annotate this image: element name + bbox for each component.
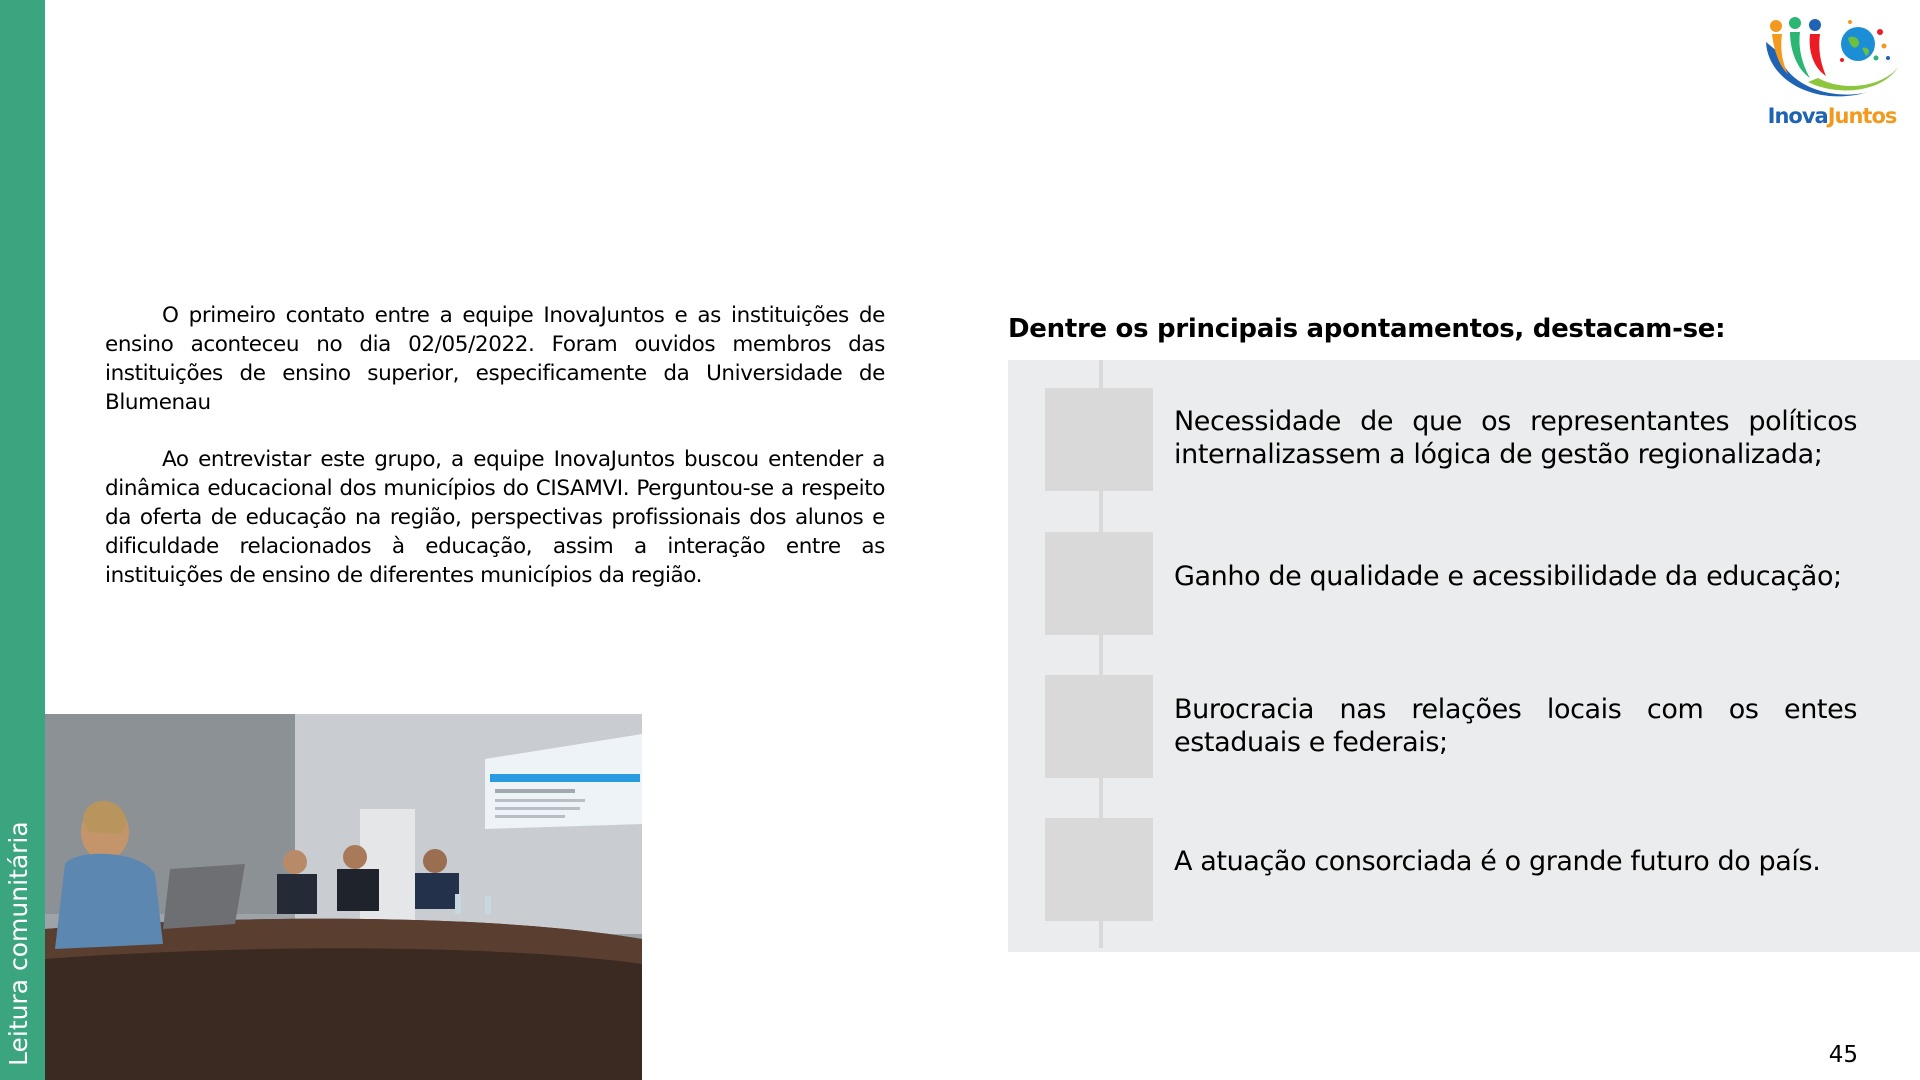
meeting-photo-icon [45,714,642,1080]
panel-title: Dentre os principais apontamentos, destacam-se: [1008,314,1726,344]
side-bar [0,0,45,1080]
item-marker [1045,532,1153,635]
item-marker [1045,388,1153,491]
highlights-panel [1008,360,1920,952]
highlight-item: Ganho de qualidade e acessibilidade da educação; [1174,561,1842,592]
meeting-photo [45,714,642,1080]
highlight-item: Necessidade de que os representantes políticos internalizassem a lógica de gestão regionalizada; [1174,406,1857,470]
logo-graphic-icon [1758,12,1906,107]
intro-text [105,301,885,618]
intro-paragraph: O primeiro contato entre a equipe InovaJuntos e as instituições de ensino aconteceu no dia 02/05/2022. Foram ouvidos membros das instituições de ensino superior, especificamente da Universidade de Blumenau [105,303,885,415]
highlight-item: A atuação consorciada é o grande futuro do país. [1174,846,1821,877]
section-label: Leitura comunitária [4,821,33,1066]
intro-paragraph: Ao entrevistar este grupo, a equipe InovaJuntos buscou entender a dinâmica educacional dos municípios do CISAMVI. Perguntou-se a respeito da oferta de educação na região, perspectivas profissionais dos alunos e dificuldade relacionados à educação, assim a interação entre as instituições de ensino de diferentes municípios da região. [105,447,885,588]
inovajuntos-logo [1758,12,1906,136]
item-marker [1045,675,1153,778]
logo-wordmark: InovaJuntos [1767,104,1897,128]
item-marker [1045,818,1153,921]
page-number: 45 [1828,1042,1858,1068]
highlight-item: Burocracia nas relações locais com os entes estaduais e federais; [1174,694,1857,758]
